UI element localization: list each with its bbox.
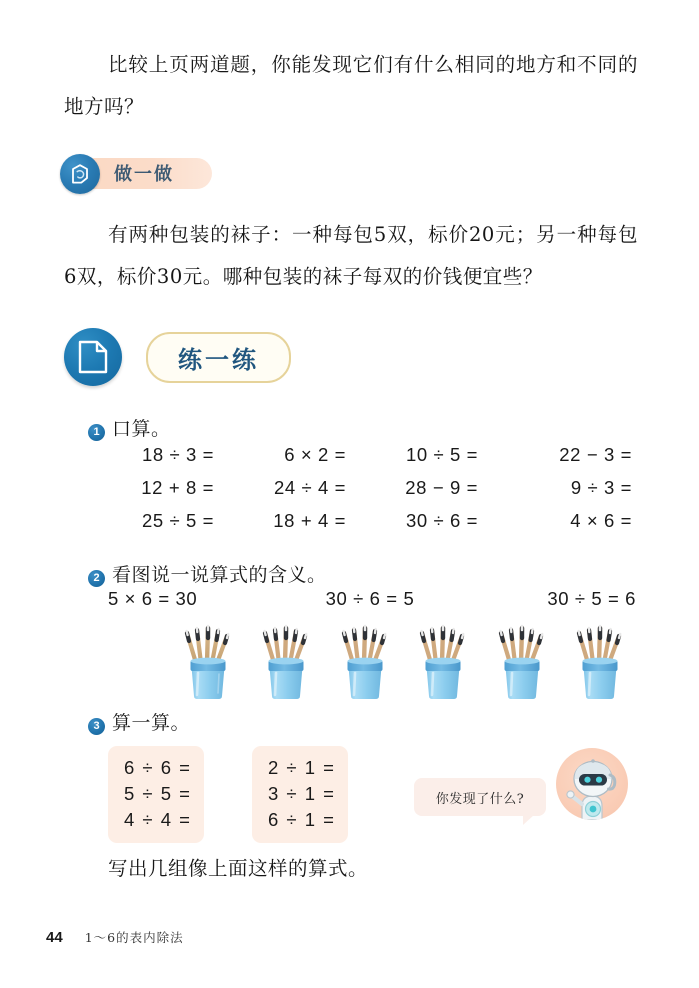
- math-problem: 4 × 6 =: [570, 510, 632, 531]
- practice-section-header: [64, 326, 291, 388]
- calc-box-left: [108, 746, 204, 843]
- calc-row: 4 ÷ 4 =: [124, 809, 192, 830]
- calc-row: 6 ÷ 1 =: [268, 809, 336, 830]
- pencil-cup-icon: [570, 617, 630, 703]
- practice-label: 练一练: [178, 344, 259, 374]
- do-it-section-header: [62, 152, 212, 194]
- do-it-label: 做一做: [114, 164, 174, 185]
- exercise-2-title: 看图说一说算式的含义。: [112, 564, 327, 586]
- math-problem: 28 − 9 =: [405, 477, 478, 498]
- math-equation: 5 × 6 = 30: [108, 588, 198, 609]
- pencil-cup-icon: [492, 617, 552, 703]
- math-equation: 30 ÷ 6 = 5: [325, 588, 415, 609]
- math-problem: 18 ÷ 3 =: [141, 444, 214, 465]
- math-problem: 24 ÷ 4 =: [273, 477, 346, 498]
- exercise-1-title: 口算。: [112, 418, 171, 440]
- math-problem: 12 + 8 =: [141, 477, 214, 498]
- exercise-number-1: 1: [88, 424, 105, 441]
- speech-bubble-text: 你发现了什么?: [435, 791, 525, 807]
- exercise-number-3: 3: [88, 718, 105, 735]
- exercise-1-problem-grid: [108, 444, 636, 532]
- math-problem: 30 ÷ 6 =: [405, 510, 478, 531]
- pencil-cup-icon: [178, 617, 238, 703]
- pencil-cup-icon: [256, 617, 316, 703]
- calc-row: 6 ÷ 6 =: [124, 757, 192, 778]
- pencil-cup-icon: [335, 617, 395, 703]
- hexagon-badge-icon: [60, 154, 100, 194]
- math-problem: 10 ÷ 5 =: [405, 444, 478, 465]
- pencil-cup-icon: [413, 617, 473, 703]
- page-footer: [46, 928, 184, 946]
- calc-row: 5 ÷ 5 =: [124, 783, 192, 804]
- calc-box-right: [252, 746, 348, 843]
- calc-row: 2 ÷ 1 =: [268, 757, 336, 778]
- math-problem: 9 ÷ 3 =: [570, 477, 632, 498]
- page-number: 44: [46, 929, 63, 946]
- exercise-3-title: 算一算。: [112, 712, 191, 734]
- intro-paragraph: 比较上页两道题，你能发现它们有什么相同的地方和不同的地方吗？: [64, 53, 638, 118]
- exercise-number-2: 2: [88, 570, 105, 587]
- calc-row: 3 ÷ 1 =: [268, 783, 336, 804]
- math-problem: 6 × 2 =: [284, 444, 346, 465]
- chapter-title: 1～6的表内除法: [84, 930, 184, 945]
- sock-problem-paragraph: 有两种包装的袜子：一种每包5双，标价20元；另一种每包6双，标价30元。哪种包装的袜子每双的价钱便宜些？: [64, 223, 638, 288]
- pencil-cups-illustration: [178, 617, 630, 703]
- do-it-pill: [62, 158, 212, 189]
- write-more-text: 写出几组像上面这样的算式。: [108, 857, 369, 880]
- math-problem: 25 ÷ 5 =: [141, 510, 214, 531]
- exercise-2-equations: [108, 588, 636, 610]
- practice-pill: [146, 332, 291, 383]
- math-problem: 18 + 4 =: [273, 510, 346, 531]
- math-problem: 22 − 3 =: [559, 444, 632, 465]
- speech-bubble: [414, 778, 546, 816]
- robot-avatar: [556, 748, 628, 820]
- document-page-icon: [64, 328, 122, 386]
- math-equation: 30 ÷ 5 = 6: [547, 588, 636, 609]
